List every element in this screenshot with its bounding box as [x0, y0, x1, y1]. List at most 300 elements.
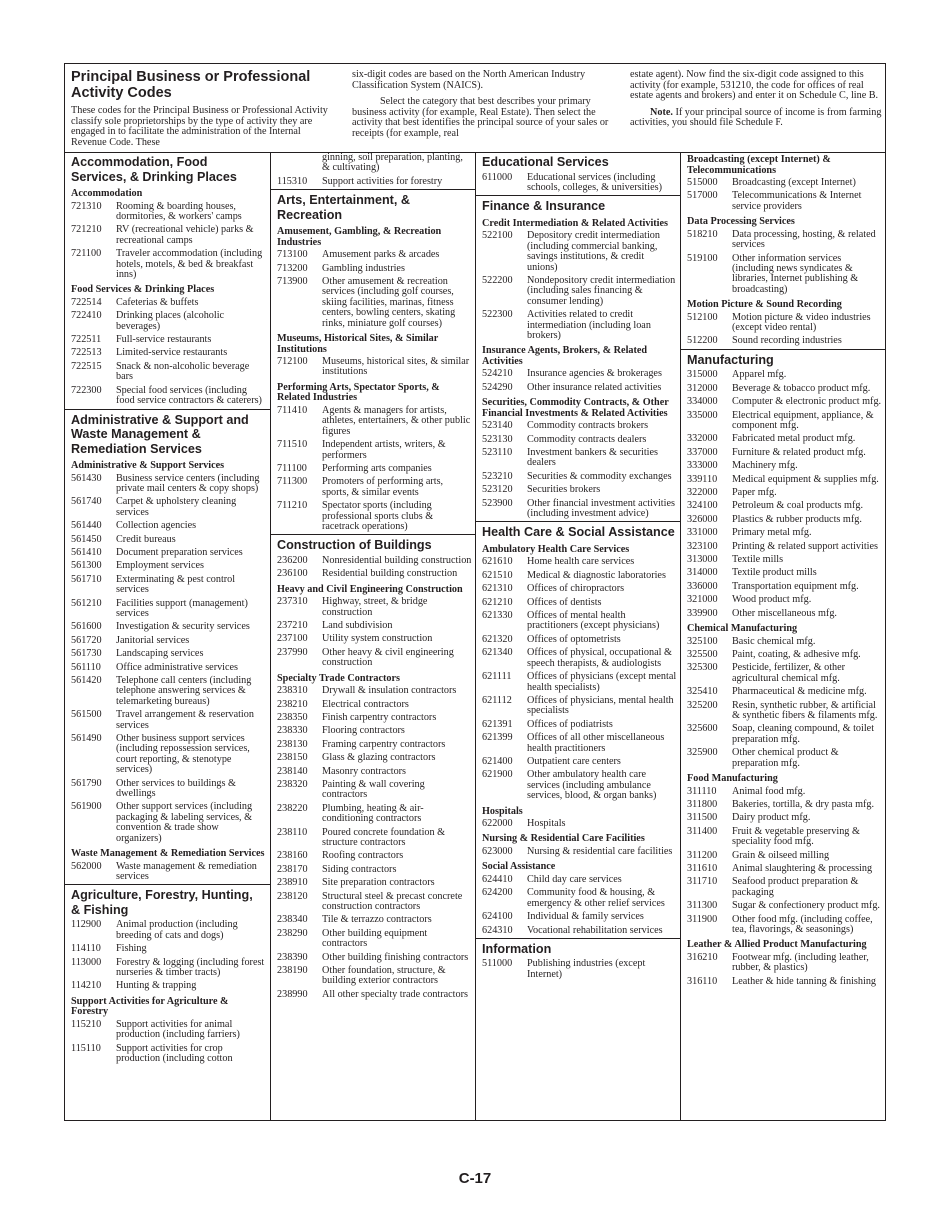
code-row [65, 598, 270, 622]
code-row [681, 541, 886, 554]
naics-code: 524290 [482, 381, 513, 393]
note-text: If your principal source of income is from farming activities, you should file Schedule F. [630, 106, 882, 129]
naics-code: 561720 [71, 634, 102, 646]
activity-description: Exterminating & pest control services [116, 573, 236, 596]
activity-description: Wood product mfg. [732, 594, 812, 606]
note-label: Note. [650, 106, 673, 118]
naics-code: 622000 [482, 818, 513, 830]
activity-description: Drinking places (alcoholic beverages) [116, 310, 225, 332]
subcategory-heading: Administrative & Support Services [71, 460, 225, 471]
naics-code: 312000 [687, 382, 718, 394]
subcategory-heading: Credit Intermediation & Related Activities [482, 217, 668, 229]
category-heading: Health Care & Social Assistance [476, 521, 681, 542]
activity-description: Other information services (including news syndicates & libraries, Internet publishing & broadcasting) [732, 252, 859, 295]
activity-description: Other financial investment activities (including investment advice) [527, 497, 675, 520]
code-row [476, 719, 681, 732]
subcategory-heading: Amusement, Gambling, & Recreation Industries [277, 226, 442, 248]
naics-code: 314000 [687, 567, 718, 579]
activity-description: Site preparation contractors [322, 877, 435, 889]
subcategory-heading: Ambulatory Health Care Services [482, 543, 630, 555]
page-title: Principal Business or Professional Activity Codes [71, 69, 311, 101]
subcategory-heading: Food Services & Drinking Places [71, 284, 215, 296]
code-row [271, 725, 476, 738]
activity-description: Medical equipment & supplies mfg. [732, 473, 879, 485]
code-row [65, 733, 270, 778]
activity-description: Individual & family services [527, 911, 644, 923]
naics-code: 711300 [277, 476, 308, 488]
code-row [271, 877, 476, 890]
code-row [271, 928, 476, 952]
activity-description: Investigation & security services [116, 621, 250, 633]
code-row [271, 476, 476, 500]
naics-code: 722511 [71, 334, 102, 346]
activity-description: Credit bureaus [116, 533, 176, 545]
activity-description: Other business support services (including repossession services, court reporting, & stenotype services) [116, 733, 250, 776]
naics-code: 523120 [482, 484, 513, 496]
code-row [681, 410, 886, 434]
activity-description: Cafeterias & buffets [116, 296, 199, 308]
naics-code: 721210 [71, 224, 102, 236]
code-row [271, 712, 476, 725]
code-row [65, 496, 270, 520]
activity-description: Collection agencies [116, 520, 197, 532]
code-row [65, 297, 270, 310]
code-row [271, 891, 476, 915]
code-row [476, 447, 681, 471]
naics-code: 561450 [71, 533, 102, 545]
naics-code: 236200 [277, 554, 308, 566]
activity-description: Special food services (including food service contractors & caterers) [116, 384, 262, 407]
code-row [681, 460, 886, 473]
code-row [65, 1019, 270, 1043]
activity-description: Primary metal mfg. [732, 527, 812, 539]
code-row [476, 769, 681, 803]
activity-description: Printing & related support activities [732, 540, 878, 552]
category-heading: Educational Services [482, 155, 609, 169]
code-row [65, 361, 270, 385]
code-row [681, 686, 886, 699]
activity-description: Electrical contractors [322, 698, 409, 710]
code-row [476, 634, 681, 647]
activity-description: Offices of mental health practitioners (except physicians) [527, 610, 660, 632]
naics-code: 332000 [687, 433, 718, 445]
code-row [681, 474, 886, 487]
naics-code: 238390 [277, 951, 308, 963]
code-row [65, 980, 270, 993]
activity-description: Plastics & rubber products mfg. [732, 513, 862, 525]
naics-code: 238140 [277, 765, 308, 777]
code-row [681, 514, 886, 527]
activity-description: Utility system construction [322, 633, 433, 645]
code-row [65, 310, 270, 334]
naics-code: 561490 [71, 733, 102, 745]
code-columns [65, 152, 885, 1120]
naics-code: 561600 [71, 621, 102, 633]
activity-description: Poured concrete foundation & structure contractors [322, 826, 446, 848]
intro-paragraph-2: six-digit codes are based on the North American Industry Classification System (NAICS). [352, 69, 586, 91]
code-row [65, 248, 270, 282]
code-row [476, 887, 681, 911]
naics-code: 237310 [277, 596, 308, 608]
naics-code: 561420 [71, 675, 102, 686]
activity-description: Computer & electronic product mfg. [732, 396, 882, 408]
naics-code: 624200 [482, 887, 513, 899]
code-row [65, 1043, 270, 1067]
activity-description: Rooming & boarding houses, dormitories, & workers' camps [116, 200, 242, 222]
naics-code: 621320 [482, 633, 513, 645]
naics-code: 561740 [71, 496, 102, 508]
code-row [271, 739, 476, 752]
code-row [271, 914, 476, 927]
activity-description: Beverage & tobacco product mfg. [732, 382, 871, 394]
activity-description: Other support services (including packaging & labeling services, & convention & trade show organizers) [116, 801, 253, 844]
naics-code: 115210 [71, 1018, 102, 1030]
activity-description: Framing carpentry contractors [322, 738, 446, 750]
activity-description: Other heavy & civil engineering construction [322, 646, 454, 669]
activity-description: Paper mfg. [732, 487, 777, 499]
activity-codes-frame [64, 63, 886, 1121]
activity-description: Telecommunications & Internet service providers [732, 190, 862, 212]
subcategory-heading: Accommodation [71, 188, 143, 199]
activity-description: Offices of chiropractors [527, 583, 625, 595]
naics-code: 561440 [71, 520, 102, 532]
activity-description: Support activities for crop production (including cotton [116, 1042, 233, 1065]
code-row [476, 382, 681, 395]
code-row [681, 229, 886, 253]
code-row [476, 172, 681, 196]
code-row [681, 900, 886, 913]
naics-code: 339110 [687, 473, 718, 485]
code-row [65, 560, 270, 573]
naics-code: 722410 [71, 310, 102, 322]
activity-description: Bakeries, tortilla, & dry pasta mfg. [732, 798, 875, 810]
subcategory-heading: Food Manufacturing [687, 773, 778, 785]
activity-description: Support activities for forestry [322, 175, 443, 187]
code-row [65, 861, 270, 885]
activity-description: Amusement parks & arcades [322, 249, 440, 261]
activity-description: Nondepository credit intermediation (including sales financing & consumer lending) [527, 274, 676, 307]
naics-code: 238170 [277, 863, 308, 875]
naics-code: 337000 [687, 446, 718, 458]
naics-code: 711210 [277, 500, 308, 512]
intro-section [65, 64, 885, 153]
code-row [476, 570, 681, 583]
naics-code: 237100 [277, 633, 308, 645]
naics-code: 339900 [687, 607, 718, 619]
naics-code: 711510 [277, 439, 308, 451]
naics-code: 322000 [687, 487, 718, 499]
code-row [681, 253, 886, 298]
naics-code: 561300 [71, 560, 102, 572]
activity-description: Finish carpentry contractors [322, 711, 437, 723]
naics-code: 721310 [71, 200, 102, 212]
activity-description: Offices of dentists [527, 596, 602, 608]
code-row [681, 786, 886, 799]
activity-description: Janitorial services [116, 634, 190, 646]
activity-description: Fruit & vegetable preserving & speciality food mfg. [732, 825, 860, 848]
naics-code: 311500 [687, 812, 718, 824]
code-row [681, 447, 886, 460]
activity-description: Landscaping services [116, 648, 204, 660]
code-row [65, 801, 270, 846]
activity-description: Nonresidential building construction [322, 554, 472, 566]
code-row [476, 498, 681, 522]
activity-description: Highway, street, & bridge construction [322, 596, 428, 618]
code-row [681, 527, 886, 540]
activity-description: Commodity contracts brokers [527, 420, 649, 432]
naics-code: 523130 [482, 433, 513, 445]
naics-code: 561430 [71, 472, 102, 484]
activity-description: Other foundation, structure, & building exterior contractors [322, 965, 446, 987]
code-row [681, 608, 886, 621]
naics-code: 238190 [277, 965, 308, 977]
code-row [681, 863, 886, 876]
category-heading: Administrative & Support and Waste Management & Remediation Services [65, 409, 270, 459]
code-row [476, 756, 681, 769]
activity-description: Textile product mills [732, 567, 817, 579]
code-row [65, 957, 270, 981]
naics-code: 621340 [482, 647, 513, 659]
naics-code: 561110 [71, 661, 101, 673]
code-row [65, 520, 270, 533]
activity-description: Waste management & remediation services [116, 860, 257, 882]
activity-description: Seafood product preparation & packaging [732, 876, 859, 898]
naics-code: 522200 [482, 274, 513, 286]
activity-description: Glass & glazing contractors [322, 752, 436, 764]
subcategory-heading: Heavy and Civil Engineering Construction [277, 583, 463, 595]
code-row [65, 662, 270, 675]
page-number: C-17 [458, 1170, 492, 1187]
naics-code: 311610 [687, 863, 718, 874]
activity-description: Activities related to credit intermediation (including loan brokers) [527, 309, 651, 341]
intro-paragraph-4: estate agent). Now find the six-digit code assigned to this activity (for example, 531210, the code for offices of real estate agents and brokers) and enter it on Schedule C, line B. [630, 69, 879, 102]
naics-code: 238130 [277, 738, 308, 750]
naics-code: 722515 [71, 360, 102, 372]
code-row [65, 574, 270, 598]
category-heading: Agriculture, Forestry, Hunting, & Fishing [65, 884, 270, 919]
code-row [681, 433, 886, 446]
activity-description: Insurance agencies & brokerages [527, 368, 662, 380]
category-heading: Arts, Entertainment, & Recreation [271, 189, 476, 224]
code-row [271, 766, 476, 779]
naics-code: 621510 [482, 569, 513, 581]
naics-code: 325900 [687, 747, 718, 759]
naics-code: 325200 [687, 699, 718, 711]
code-row [271, 249, 476, 262]
naics-code: 511000 [482, 958, 513, 970]
code-row [681, 799, 886, 812]
naics-code: 721100 [71, 248, 102, 260]
naics-code: 238210 [277, 698, 308, 710]
naics-code: 611000 [482, 171, 513, 183]
activity-description: Publishing industries (except Internet) [527, 958, 646, 980]
code-row [65, 334, 270, 347]
code-row [65, 534, 270, 547]
naics-code: 321000 [687, 594, 718, 606]
naics-code: 523900 [482, 497, 513, 509]
activity-description: Other insurance related activities [527, 381, 662, 393]
activity-description: Resin, synthetic rubber, & artificial & synthetic fibers & filaments mfg. [732, 699, 878, 722]
activity-description: Animal slaughtering & processing [732, 863, 873, 874]
code-row [476, 368, 681, 381]
naics-code: 621399 [482, 732, 513, 744]
subcategory-heading: Performing Arts, Spectator Sports, & Related Industries [277, 381, 440, 404]
naics-code: 313000 [687, 554, 718, 566]
activity-description: Independent artists, writers, & performers [322, 439, 446, 461]
subcategory-heading: Support Activities for Agriculture & Forestry [71, 995, 229, 1018]
activity-description: Employment services [116, 560, 204, 572]
naics-code: 621900 [482, 769, 513, 781]
code-row [476, 420, 681, 433]
code-row [476, 275, 681, 309]
naics-code: 324100 [687, 500, 718, 512]
code-row [65, 347, 270, 360]
activity-description: Spectator sports (including professional sports clubs & racetrack operations) [322, 500, 434, 532]
category-heading: Accommodation, Food Services, & Drinking Places [71, 155, 237, 184]
column-2 [270, 152, 476, 1120]
code-row [65, 201, 270, 225]
activity-description: Residential building construction [322, 568, 458, 580]
activity-description: All other specialty trade contractors [322, 988, 468, 1000]
code-row [271, 500, 476, 534]
activity-description: Offices of physical, occupational & speech therapists, & audiologists [527, 647, 672, 669]
code-row [476, 230, 681, 275]
naics-code: 311300 [687, 900, 718, 912]
code-row [681, 723, 886, 747]
activity-description: Transportation equipment mfg. [732, 580, 859, 592]
code-row [271, 568, 476, 581]
naics-code: 113000 [71, 956, 102, 968]
subcategory-heading: Data Processing Services [687, 216, 795, 228]
code-row [271, 779, 476, 803]
activity-description: Support activities for animal production (including farriers) [116, 1018, 240, 1041]
code-row [681, 567, 886, 580]
code-row [271, 752, 476, 765]
code-row [271, 276, 476, 331]
code-row [271, 827, 476, 851]
activity-description: Motion picture & video industries (except video rental) [732, 311, 871, 334]
activity-description: Telephone call centers (including telephone answering services & telemarketing bureaus) [116, 675, 252, 707]
category-heading: Manufacturing [681, 349, 886, 370]
naics-code: 311110 [687, 785, 717, 797]
naics-code: 561410 [71, 546, 102, 558]
column-4 [680, 152, 886, 1120]
activity-description: Machinery mfg. [732, 460, 798, 472]
naics-code: 523140 [482, 420, 513, 432]
code-row [65, 919, 270, 943]
code-row [271, 965, 476, 989]
naics-code: 325100 [687, 635, 718, 647]
activity-description: Hospitals [527, 818, 566, 830]
code-row [65, 709, 270, 733]
naics-code: 518210 [687, 228, 718, 240]
naics-code: 722514 [71, 296, 102, 308]
activity-description: Other miscellaneous mfg. [732, 607, 837, 619]
activity-description: RV (recreational vehicle) parks & recreational camps [116, 224, 254, 246]
naics-code: 114110 [71, 943, 101, 955]
naics-code: 512100 [687, 311, 718, 323]
naics-code: 238150 [277, 752, 308, 764]
naics-code: 561710 [71, 573, 102, 585]
activity-description: Animal production (including breeding of cats and dogs) [116, 919, 238, 941]
code-row [65, 778, 270, 802]
code-row [271, 685, 476, 698]
naics-code: 114210 [71, 980, 102, 992]
code-row [681, 914, 886, 938]
code-row [681, 487, 886, 500]
code-row [681, 500, 886, 513]
naics-code: 316210 [687, 951, 718, 963]
naics-code: 621330 [482, 610, 513, 622]
code-row [681, 636, 886, 649]
naics-code: 236100 [277, 568, 308, 580]
activity-description: Land subdivision [322, 619, 393, 631]
naics-code: 115310 [277, 175, 308, 187]
naics-code: 238310 [277, 685, 308, 697]
code-row [476, 671, 681, 695]
naics-code: 722513 [71, 347, 102, 359]
category-heading: Information [476, 938, 681, 959]
activity-description: Office administrative services [116, 661, 239, 673]
naics-code: 238340 [277, 914, 308, 926]
code-row [476, 647, 681, 671]
subcategory-heading: Chemical Manufacturing [687, 623, 798, 635]
activity-description: Performing arts companies [322, 462, 432, 474]
activity-description: Fishing [116, 943, 147, 955]
naics-code: 316110 [687, 975, 718, 987]
code-row [476, 309, 681, 343]
naics-code: 311900 [687, 913, 718, 925]
activity-description: Leather & hide tanning & finishing [732, 975, 877, 987]
naics-code: 621210 [482, 596, 513, 608]
activity-description: Roofing contractors [322, 850, 404, 862]
activity-description: Medical & diagnostic laboratories [527, 569, 666, 581]
activity-description: Other building equipment contractors [322, 927, 428, 950]
code-row [476, 695, 681, 719]
subcategory-heading: Motion Picture & Sound Recording [687, 299, 842, 311]
naics-code: 621112 [482, 694, 512, 706]
code-row [476, 911, 681, 924]
naics-code: 621111 [482, 671, 512, 683]
activity-description: Flooring contractors [322, 725, 405, 737]
naics-code: 519100 [687, 252, 718, 264]
code-row [476, 818, 681, 831]
naics-code: 561900 [71, 801, 102, 813]
intro-note [630, 108, 882, 129]
code-row [681, 700, 886, 724]
naics-code: 336000 [687, 580, 718, 592]
naics-code: 561500 [71, 709, 102, 721]
naics-code: 238290 [277, 927, 308, 939]
activity-description: Grain & oilseed milling [732, 849, 830, 861]
code-row [271, 952, 476, 965]
naics-code: 623000 [482, 845, 513, 857]
subcategory-heading: Waste Management & Remediation Services [71, 848, 265, 860]
naics-code: 238110 [277, 826, 308, 838]
subcategory-heading: Broadcasting (except Internet) & Telecommunications [687, 154, 831, 176]
code-row [271, 263, 476, 276]
activity-description: Data processing, hosting, & related services [732, 228, 876, 251]
activity-description: Document preparation services [116, 546, 243, 558]
activity-description: Basic chemical mfg. [732, 635, 816, 647]
code-row [476, 732, 681, 756]
naics-code: 238320 [277, 778, 308, 790]
naics-code: 561210 [71, 597, 102, 609]
code-row [681, 369, 886, 382]
activity-description: Animal food mfg. [732, 785, 806, 797]
code-row [65, 224, 270, 248]
activity-description: Offices of optometrists [527, 633, 621, 645]
